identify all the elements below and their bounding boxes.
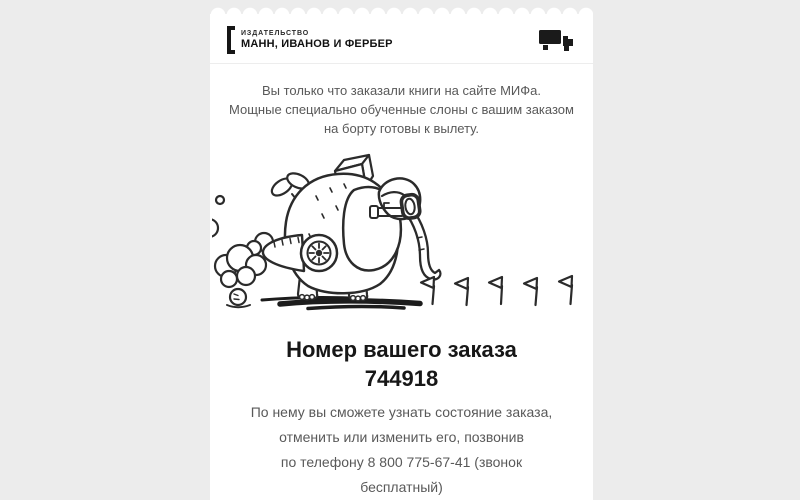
ticket-scallop-edge (210, 7, 593, 14)
order-details-text (210, 400, 593, 500)
elephant-trunk (405, 210, 440, 279)
intro-line: на борту готовы к вылету. (324, 121, 479, 136)
order-number: 744918 (364, 366, 439, 391)
shadow-scribble (262, 297, 420, 308)
email-header (210, 14, 593, 64)
snail-icon (227, 289, 250, 307)
details-line: По нему вы сможете узнать состояние заказа, (250, 404, 553, 420)
intro-line: Вы только что заказали книги на сайте МИФа. (261, 83, 542, 98)
email-ticket-card (210, 14, 593, 500)
logo-bottom-line: МАНН, ИВАНОВ И ФЕРБЕР (241, 37, 393, 50)
logo-top-line: ИЗДАТЕЛЬСТВО (241, 29, 310, 37)
details-line: по телефону 8 800 775-67-41 (звонок (280, 454, 523, 470)
mif-publisher-logo[interactable] (227, 26, 393, 54)
details-line: отменить или изменить его, позвонив (279, 429, 524, 445)
logo-bracket-icon (227, 26, 235, 54)
logo-text (241, 29, 393, 51)
intro-line: Мощные специально обученные слоны с вашим заказом (229, 102, 574, 117)
runway-flags (421, 276, 572, 305)
order-heading-block (210, 335, 593, 393)
flying-elephant-illustration (212, 138, 592, 323)
delivery-truck-icon (538, 28, 576, 52)
intro-text (210, 64, 593, 138)
jet-engine (262, 235, 336, 271)
details-line: бесплатный) (360, 479, 443, 495)
order-heading-label: Номер вашего заказа (286, 337, 517, 362)
